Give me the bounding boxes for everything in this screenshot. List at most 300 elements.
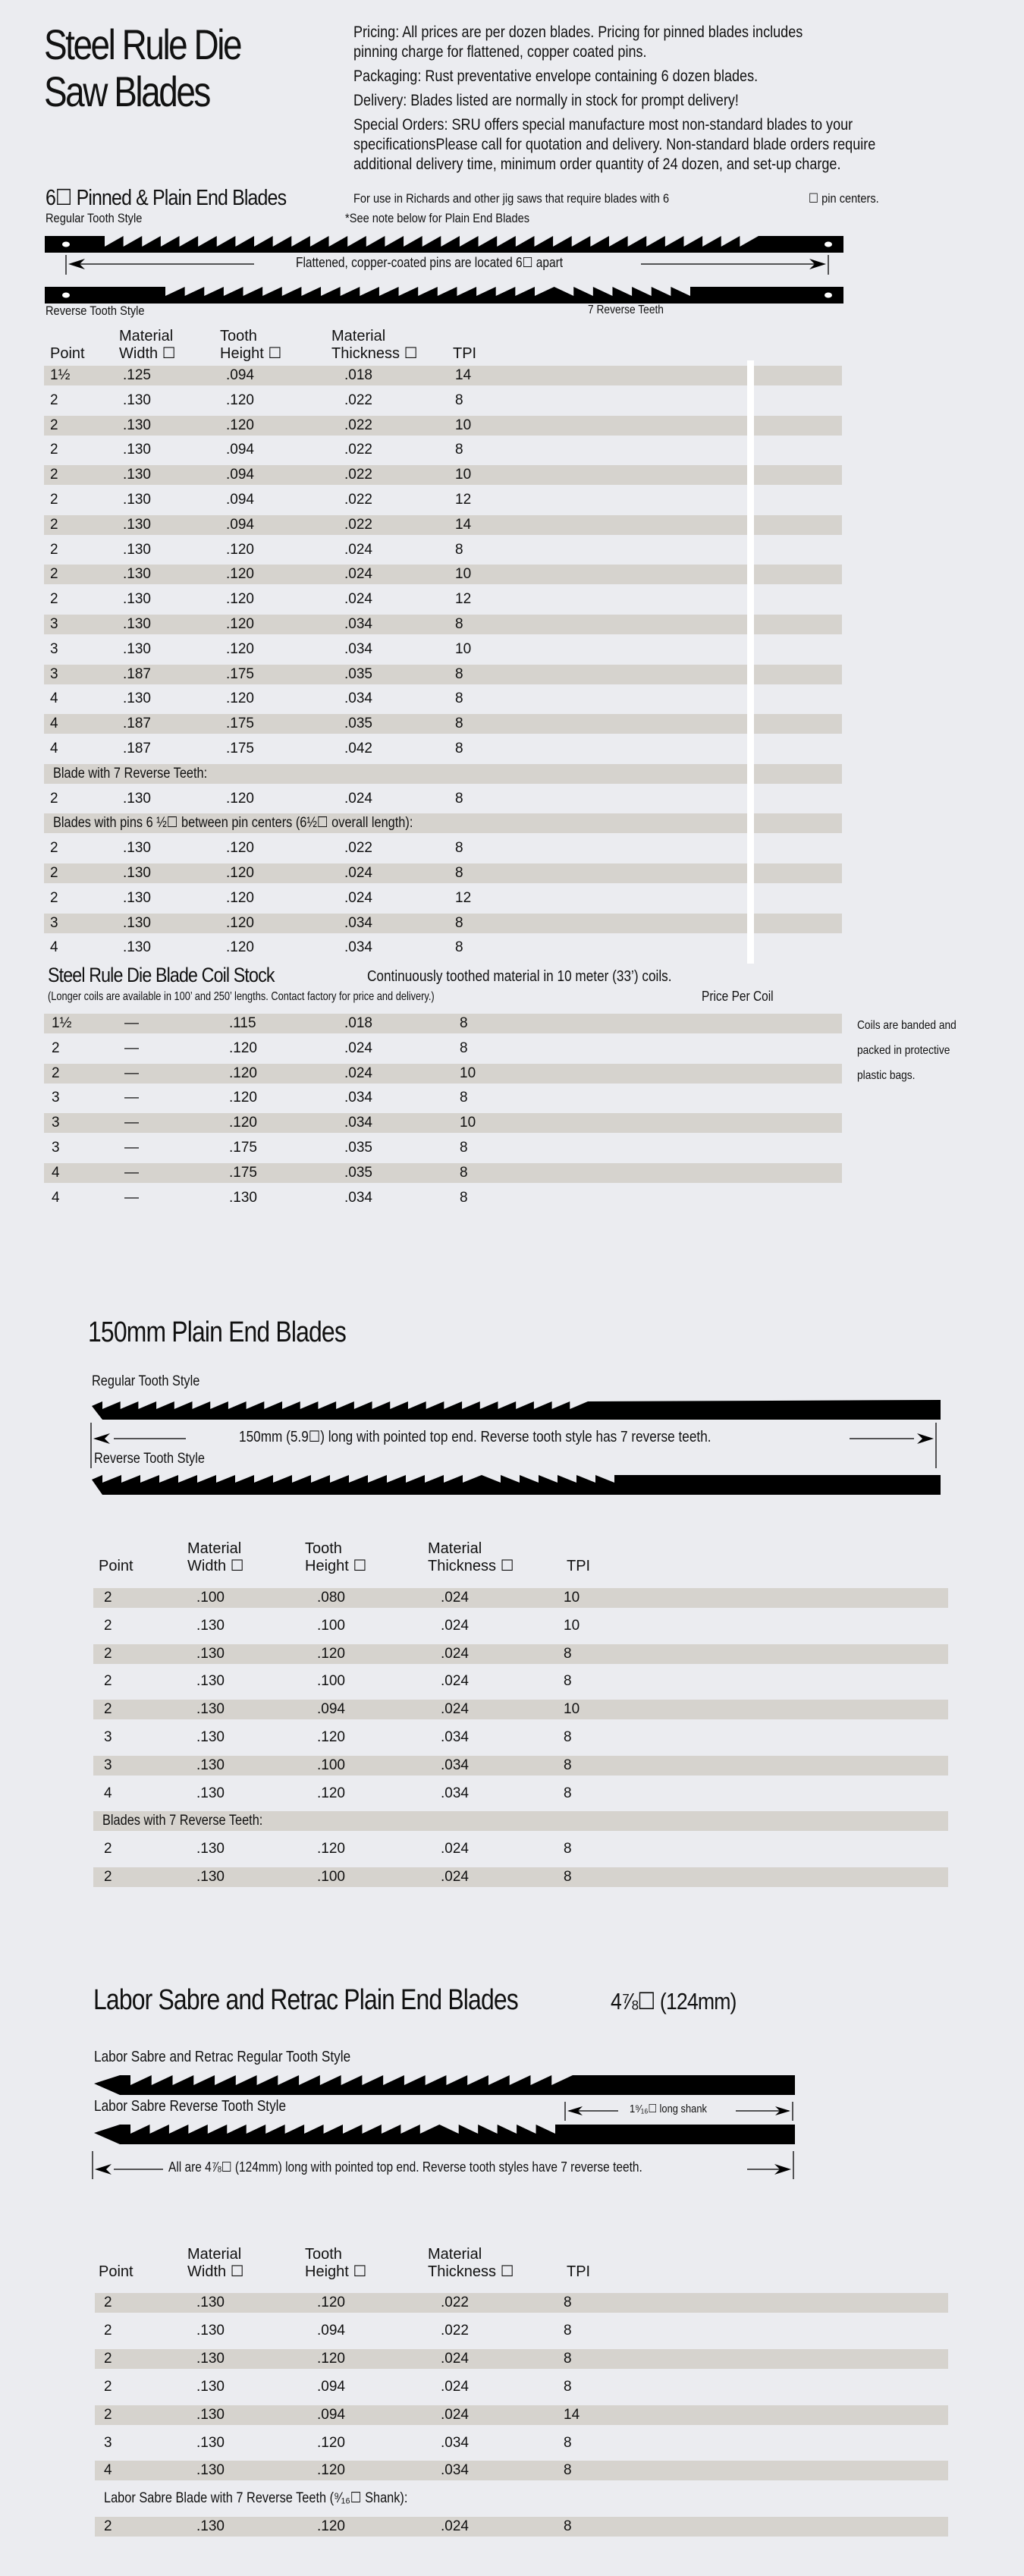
column-header-tpi: TPI: [567, 2263, 591, 2280]
column-header-thick-2: Thickness ☐: [428, 1558, 514, 1574]
cell-thickness: .034: [344, 1115, 372, 1131]
pinned-reverse-label: Reverse Tooth Style: [46, 304, 145, 318]
cell-height: .120: [317, 2462, 345, 2479]
cell-height: .175: [226, 665, 254, 682]
cell-tpi: 10: [455, 467, 472, 483]
cell-tpi: 8: [564, 1757, 572, 1773]
table-row: [44, 689, 842, 709]
cell-tpi: 12: [455, 492, 472, 508]
cell-point: 2: [50, 392, 58, 408]
sabre-size-label: 4⅞☐ (124mm): [611, 1988, 737, 2015]
cell-tpi: 8: [564, 1729, 572, 1745]
column-header-tpi: TPI: [567, 1558, 591, 1574]
cell-width: .130: [196, 2350, 225, 2367]
cell-point: 4: [104, 1785, 112, 1801]
cell-thickness: .042: [344, 741, 372, 756]
table-row: [44, 465, 842, 485]
table-row: [44, 889, 842, 908]
cell-point: 2: [50, 492, 58, 508]
coil-side-note: [857, 1013, 956, 1088]
arrow-right-icon: [917, 1433, 934, 1444]
cell-tpi: 8: [460, 1090, 468, 1106]
cell-width: .130: [196, 2406, 225, 2423]
cell-width: .130: [123, 516, 151, 533]
column-header-height-1: Tooth: [305, 2246, 342, 2263]
cell-width: .130: [123, 566, 151, 583]
cell-thickness: .024: [441, 2378, 469, 2395]
cell-point: 4: [104, 2462, 112, 2479]
cell-height: .120: [226, 914, 254, 931]
sabre-regular-label: Labor Sabre and Retrac Regular Tooth Style: [94, 2049, 351, 2065]
cell-tpi: 8: [455, 616, 463, 632]
column-header-width-1: Material: [187, 2246, 242, 2263]
cell-width: .130: [123, 640, 151, 657]
cell-height: .120: [226, 690, 254, 707]
table-row: [44, 914, 842, 933]
cell-height: .120: [317, 1841, 345, 1857]
cell-tpi: 8: [564, 2462, 572, 2479]
table-row: [44, 515, 842, 535]
cell-point: 2: [50, 840, 58, 857]
cell-height: .120: [226, 790, 254, 807]
cell-point: 4: [52, 1189, 60, 1206]
cell-thickness: .035: [344, 1164, 372, 1181]
cell-point: 2: [104, 1701, 112, 1718]
cell-thickness: .022: [344, 392, 372, 408]
cell-thickness: .034: [441, 1785, 469, 1801]
cell-height: .094: [226, 516, 254, 533]
cell-height: .100: [317, 1869, 345, 1885]
cell-point: 4: [50, 716, 58, 732]
cell-point: 3: [104, 2434, 112, 2451]
table-row: [44, 838, 842, 858]
cell-point: 2: [52, 1040, 60, 1056]
column-header-thick-1: Material: [428, 2246, 482, 2263]
coil-side-note-line: plastic bags.: [857, 1069, 916, 1082]
price-per-coil-header: Price Per Coil: [702, 989, 774, 1004]
cell-thickness: .018: [344, 367, 372, 383]
cell-thickness: .024: [441, 1645, 469, 1662]
cell-thickness: .022: [344, 840, 372, 857]
cell-point: 2: [50, 790, 58, 807]
pinned-reverse-blade: [45, 287, 843, 304]
cell-thickness: .024: [441, 1701, 469, 1718]
cell-thickness: .035: [344, 716, 372, 732]
cell-point: 2: [50, 865, 58, 881]
cell-tpi: 8: [455, 939, 463, 956]
plain150-reverse-blade: [92, 1475, 941, 1495]
cell-thickness: .024: [441, 1869, 469, 1885]
cell-point: 2: [104, 1869, 112, 1885]
cell-width: .130: [196, 1645, 225, 1662]
cell-tpi: 8: [460, 1140, 468, 1156]
cell-tpi: 10: [564, 1701, 580, 1718]
cell-height: .080: [317, 1590, 345, 1606]
cell-height: .120: [317, 2294, 345, 2310]
table-row: [44, 1138, 842, 1158]
cell-tpi: 14: [455, 367, 472, 383]
cell-thickness: .034: [441, 2462, 469, 2479]
cell-thickness: .034: [344, 616, 372, 632]
column-header-width-2: Width ☐: [187, 2263, 244, 2280]
cell-point: 4: [52, 1164, 60, 1181]
cell-point: 3: [50, 640, 58, 657]
cell-tpi: 8: [455, 840, 463, 857]
cell-height: .175: [229, 1164, 257, 1181]
column-header-width-1: Material: [187, 1540, 242, 1557]
cell-thickness: .022: [344, 467, 372, 483]
cell-point: 3: [104, 1729, 112, 1745]
table-row: [44, 1188, 842, 1208]
coil-side-note-line: Coils are banded and: [857, 1019, 956, 1032]
cell-point: 2: [50, 541, 58, 558]
table-row: [44, 665, 842, 684]
group-heading-row: [93, 1811, 948, 1831]
cell-width: .130: [123, 442, 151, 458]
cell-width: .130: [123, 939, 151, 956]
table-row: [93, 1644, 948, 1664]
cell-tpi: 10: [455, 566, 472, 583]
cell-thickness: .024: [441, 1617, 469, 1634]
table-row: [44, 1064, 842, 1084]
cell-tpi: 8: [564, 2294, 572, 2310]
table-row: [44, 540, 842, 560]
cell-point: 2: [50, 516, 58, 533]
cell-point: 3: [52, 1115, 60, 1131]
cell-width: .187: [123, 665, 151, 682]
cell-tpi: 8: [455, 541, 463, 558]
cell-tpi: 8: [455, 914, 463, 931]
table-row: [44, 590, 842, 609]
table-row: [44, 366, 842, 385]
cell-height: .120: [226, 939, 254, 956]
cell-height: .100: [317, 1617, 345, 1634]
cell-tpi: 12: [455, 591, 472, 608]
coil-note: (Longer coils are available in 100’ and 250’ lengths. Contact factory for price and delivery.): [48, 990, 435, 1003]
cell-tpi: 8: [564, 1673, 572, 1690]
cell-width: .130: [196, 1841, 225, 1857]
cell-point: 2: [104, 2350, 112, 2367]
sabre-regular-blade: [94, 2075, 795, 2095]
table-row: [93, 1784, 948, 1804]
cell-point: 2: [52, 1065, 60, 1081]
cell-height: .120: [317, 2434, 345, 2451]
table-row: [44, 789, 842, 809]
group-heading: Blades with 7 Reverse Teeth:: [102, 1813, 263, 1829]
reverse-teeth-label: 7 Reverse Teeth: [588, 304, 664, 316]
cell-tpi: 10: [455, 640, 472, 657]
cell-point: 2: [50, 889, 58, 906]
cell-height: .175: [226, 741, 254, 756]
cell-width: .187: [123, 741, 151, 756]
column-header-point: Point: [99, 1558, 133, 1574]
cell-height: .120: [226, 566, 254, 583]
cell-tpi: 8: [455, 690, 463, 707]
cell-height: .120: [229, 1090, 257, 1106]
cell-tpi: 8: [455, 392, 463, 408]
column-header-width-2: Width ☐: [119, 345, 176, 362]
cell-thickness: .034: [344, 640, 372, 657]
cell-thickness: .034: [441, 1729, 469, 1745]
cell-width: .130: [123, 690, 151, 707]
table-row: [93, 1672, 948, 1691]
cell-point: 2: [104, 1617, 112, 1634]
cell-width: —: [124, 1090, 139, 1106]
table-row: [93, 1867, 948, 1887]
cell-thickness: .022: [344, 516, 372, 533]
table-row: [93, 1728, 948, 1747]
cell-point: 2: [104, 1590, 112, 1606]
cell-thickness: .022: [344, 442, 372, 458]
shank-length-text: 1⁹⁄₁₆☐ long shank: [630, 2103, 707, 2115]
pin-hole-icon: [62, 293, 70, 298]
table-row: [95, 2377, 948, 2397]
cell-width: .130: [123, 865, 151, 881]
cell-width: .130: [123, 417, 151, 433]
table-row: [95, 2293, 948, 2313]
pin-hole-icon: [825, 293, 832, 298]
cell-height: .120: [317, 2518, 345, 2535]
cell-width: .130: [196, 2294, 225, 2310]
cell-width: .187: [123, 716, 151, 732]
column-header-thick-2: Thickness ☐: [331, 345, 418, 362]
cell-height: .120: [317, 1785, 345, 1801]
cell-thickness: .018: [344, 1015, 372, 1031]
cell-width: .130: [196, 2462, 225, 2479]
column-header-thick-1: Material: [331, 328, 386, 344]
cell-point: 3: [52, 1140, 60, 1156]
cell-width: .130: [123, 914, 151, 931]
cell-tpi: 10: [460, 1065, 476, 1081]
cell-point: 3: [50, 616, 58, 632]
page-title-line-2: Saw Blades: [44, 68, 209, 115]
group-heading: Labor Sabre Blade with 7 Reverse Teeth (⁹⁄₁₆☐ Shank):: [104, 2490, 408, 2507]
table-row: [95, 2461, 948, 2480]
cell-thickness: .024: [441, 1673, 469, 1690]
cell-height: .094: [226, 492, 254, 508]
cell-width: —: [124, 1164, 139, 1181]
pricing-text-cont: pinning charge for flattened, copper coated pins.: [353, 43, 647, 61]
cell-tpi: 8: [455, 790, 463, 807]
pinned-subtitle-end: ☐ pin centers.: [809, 191, 879, 206]
cell-height: .115: [229, 1015, 256, 1031]
cell-height: .120: [226, 541, 254, 558]
cell-thickness: .022: [441, 2294, 469, 2310]
cell-point: 2: [104, 1841, 112, 1857]
cell-height: .094: [317, 1701, 345, 1718]
cell-width: .130: [123, 467, 151, 483]
arrow-left-icon: [93, 1433, 110, 1444]
cell-point: 4: [50, 939, 58, 956]
pinned-section-title: 6☐ Pinned & Plain End Blades: [46, 186, 287, 210]
table-row: [44, 1014, 842, 1033]
pinned-regular-blade: [45, 236, 843, 253]
table-row: [44, 1163, 842, 1183]
cell-width: .130: [196, 2518, 225, 2535]
cell-point: 2: [104, 2378, 112, 2395]
cell-width: .125: [123, 367, 151, 383]
cell-width: .130: [196, 2434, 225, 2451]
cell-thickness: .024: [344, 566, 372, 583]
cell-height: .120: [226, 840, 254, 857]
table-row: [44, 416, 842, 436]
sabre-dimension-text: All are 4⅞☐ (124mm) long with pointed top end. Reverse tooth styles have 7 reverse teeth.: [168, 2159, 642, 2175]
cell-thickness: .024: [344, 865, 372, 881]
cell-point: 3: [50, 914, 58, 931]
column-header-point: Point: [99, 2263, 133, 2280]
table-row: [44, 1088, 842, 1108]
table-row: [93, 1588, 948, 1608]
table-row: [93, 1839, 948, 1859]
column-header-height-1: Tooth: [305, 1540, 342, 1557]
cell-height: .120: [226, 392, 254, 408]
cell-tpi: 8: [564, 2350, 572, 2367]
column-header-height-2: Height ☐: [305, 2263, 367, 2280]
cell-height: .094: [226, 467, 254, 483]
cell-width: .130: [123, 840, 151, 857]
column-header-height-2: Height ☐: [220, 345, 282, 362]
cell-tpi: 14: [455, 516, 472, 533]
cell-width: .130: [196, 1757, 225, 1773]
table-row: [44, 863, 842, 883]
cell-point: 1½: [52, 1015, 72, 1031]
cell-tpi: 8: [460, 1015, 468, 1031]
special-orders-text-cont: specificationsPlease call for quotation and delivery. Non-standard blade orders require: [353, 136, 876, 153]
cell-tpi: 10: [455, 417, 472, 433]
coil-subtitle: Continuously toothed material in 10 meter (33’) coils.: [367, 968, 672, 985]
page-title: [44, 21, 240, 115]
cell-point: 2: [104, 2406, 112, 2423]
cell-height: .120: [229, 1115, 257, 1131]
cell-point: 2: [50, 566, 58, 583]
special-orders-text: Special Orders: SRU offers special manufacture most non-standard blades to your: [353, 116, 853, 134]
pricing-text: Pricing: All prices are per dozen blades. Pricing for pinned blades includes: [353, 24, 803, 41]
cell-thickness: .034: [441, 2434, 469, 2451]
cell-height: .120: [226, 889, 254, 906]
table-row: [44, 1039, 842, 1058]
cell-width: .130: [196, 2378, 225, 2395]
cell-tpi: 10: [460, 1115, 476, 1131]
table-row: [95, 2349, 948, 2369]
cell-tpi: 8: [564, 1841, 572, 1857]
cell-width: .130: [196, 1701, 225, 1718]
cell-thickness: .035: [344, 1140, 372, 1156]
cell-tpi: 14: [564, 2406, 580, 2423]
arrow-right-icon: [809, 259, 826, 269]
cell-tpi: 8: [455, 741, 463, 756]
cell-thickness: .022: [344, 417, 372, 433]
column-header-height-2: Height ☐: [305, 1558, 367, 1574]
cell-height: .094: [226, 367, 254, 383]
cell-width: .130: [196, 1729, 225, 1745]
cell-width: —: [124, 1015, 139, 1031]
cell-height: .120: [229, 1065, 257, 1081]
pin-dimension-text: Flattened, copper-coated pins are located 6☐ apart: [296, 255, 564, 270]
cell-thickness: .024: [441, 1841, 469, 1857]
cell-thickness: .022: [344, 492, 372, 508]
arrow-left-icon: [68, 259, 85, 269]
cell-point: 4: [50, 741, 58, 756]
cell-point: 2: [50, 467, 58, 483]
coil-side-note-line: packed in protective: [857, 1044, 950, 1057]
cell-thickness: .022: [441, 2322, 469, 2339]
cell-width: .130: [196, 1673, 225, 1690]
group-heading-row: [95, 2489, 948, 2508]
cell-thickness: .024: [344, 790, 372, 807]
cell-width: .130: [123, 591, 151, 608]
column-header-width-1: Material: [119, 328, 174, 344]
plain150-regular-label: Regular Tooth Style: [92, 1373, 200, 1389]
cell-height: .120: [317, 1729, 345, 1745]
table-row: [44, 565, 842, 584]
cell-tpi: 12: [455, 889, 472, 906]
table-row: [44, 615, 842, 634]
column-header-thick-1: Material: [428, 1540, 482, 1557]
cell-height: .094: [317, 2378, 345, 2395]
group-heading-row: [44, 764, 842, 784]
cell-height: .120: [226, 591, 254, 608]
cell-height: .175: [226, 716, 254, 732]
pinned-regular-label: Regular Tooth Style: [46, 211, 143, 225]
cell-tpi: 8: [455, 865, 463, 881]
cell-tpi: 8: [564, 1785, 572, 1801]
cell-tpi: 10: [564, 1617, 580, 1634]
cell-point: 3: [50, 665, 58, 682]
cell-point: 2: [104, 2518, 112, 2535]
cell-point: 2: [104, 1673, 112, 1690]
arrow-right-icon: [775, 2106, 790, 2115]
cell-width: —: [124, 1065, 139, 1081]
cell-tpi: 8: [455, 716, 463, 732]
cell-width: .100: [196, 1590, 225, 1606]
cell-thickness: .034: [344, 939, 372, 956]
cell-height: .130: [229, 1189, 257, 1206]
pin-hole-icon: [62, 242, 70, 247]
table-row: [44, 490, 842, 510]
cell-thickness: .024: [344, 889, 372, 906]
column-header-thick-2: Thickness ☐: [428, 2263, 514, 2280]
cell-width: .130: [123, 392, 151, 408]
cell-point: 2: [50, 591, 58, 608]
arrow-left-icon: [95, 2164, 112, 2175]
cell-thickness: .024: [344, 1040, 372, 1056]
cell-height: .094: [226, 442, 254, 458]
column-divider: [747, 360, 754, 964]
cell-height: .120: [317, 2350, 345, 2367]
cell-tpi: 10: [564, 1590, 580, 1606]
cell-thickness: .024: [441, 2406, 469, 2423]
cell-thickness: .024: [344, 591, 372, 608]
group-heading: Blades with pins 6 ½☐ between pin centers (6½☐ overall length):: [53, 815, 413, 832]
cell-width: —: [124, 1140, 139, 1156]
cell-tpi: 8: [455, 442, 463, 458]
cell-width: .130: [196, 1617, 225, 1634]
table-row: [44, 391, 842, 410]
cell-thickness: .034: [344, 1189, 372, 1206]
cell-thickness: .034: [344, 1090, 372, 1106]
cell-height: .120: [226, 640, 254, 657]
table-row: [44, 640, 842, 659]
cell-point: 2: [104, 1645, 112, 1662]
cell-height: .094: [317, 2322, 345, 2339]
table-row: [95, 2321, 948, 2341]
plain150-dimension-text: 150mm (5.9☐) long with pointed top end. Reverse tooth style has 7 reverse teeth.: [239, 1429, 711, 1445]
cell-height: .100: [317, 1757, 345, 1773]
cell-point: 4: [50, 690, 58, 707]
page-title-line-1: Steel Rule Die: [44, 20, 241, 68]
info-block: [353, 23, 1024, 179]
cell-point: 2: [104, 2322, 112, 2339]
